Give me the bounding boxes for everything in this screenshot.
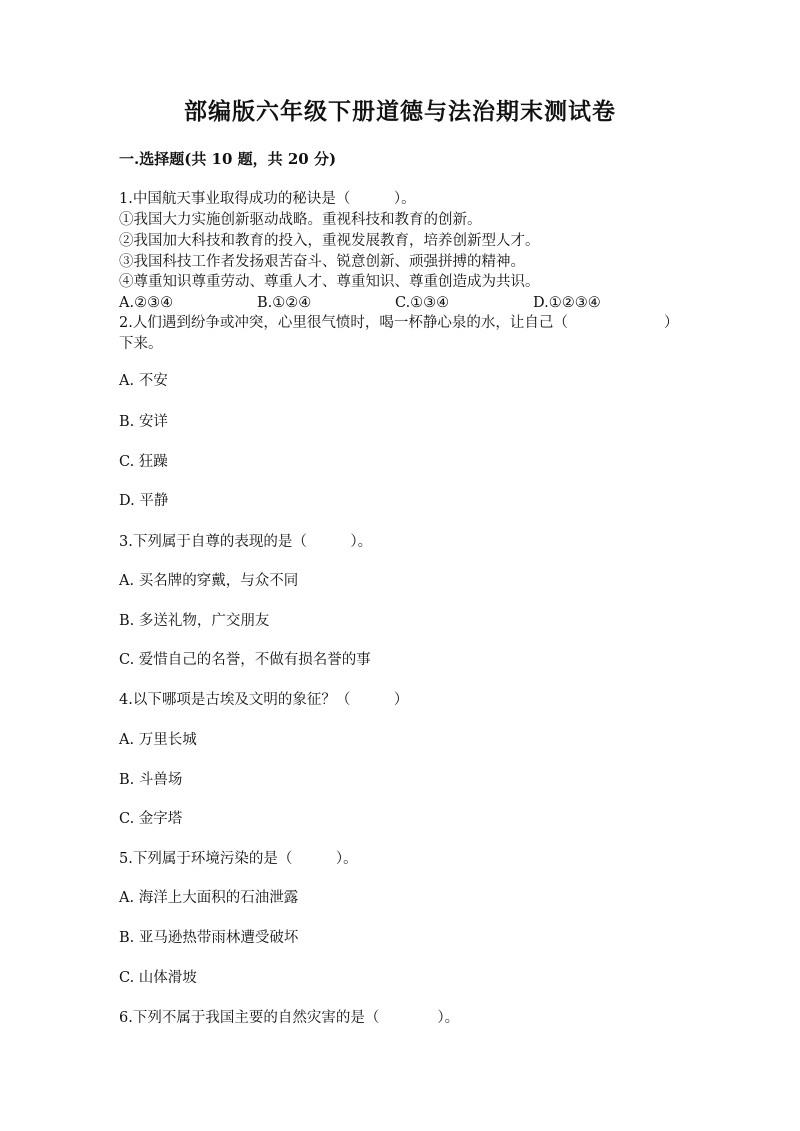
question-3-option-b: B. 多送礼物，广交朋友 (119, 613, 270, 629)
question-6-stem: 6.下列不属于我国主要的自然灾害的是（ ）。 (119, 1010, 460, 1026)
question-1-item-3: ③我国科技工作者发扬艰苦奋斗、锐意创新、顽强拼搏的精神。 (119, 254, 525, 270)
question-2-option-c: C. 狂躁 (119, 454, 168, 470)
question-1-stem: 1.中国航天事业取得成功的秘诀是（ ）。 (119, 191, 416, 207)
question-5-option-c: C. 山体滑坡 (119, 970, 197, 986)
question-4-option-b: B. 斗兽场 (119, 772, 183, 788)
question-1-option-a: A.②③④ (119, 295, 174, 311)
question-1-option-d: D.①②③④ (533, 295, 601, 311)
question-5-option-a: A. 海洋上大面积的石油泄露 (119, 890, 299, 906)
section-heading: 一.选择题(共 10 题，共 20 分) (119, 150, 337, 168)
question-4-option-c: C. 金字塔 (119, 811, 183, 827)
question-1-item-4: ④尊重知识尊重劳动、尊重人才、尊重知识、尊重创造成为共识。 (119, 274, 540, 290)
question-1-option-b: B.①②④ (257, 295, 312, 311)
question-2-option-a: A. 不安 (119, 373, 168, 389)
question-1-item-2: ②我国加大科技和教育的投入，重视发展教育，培养创新型人才。 (119, 233, 540, 249)
question-3-option-c: C. 爱惜自己的名誉，不做有损名誉的事 (119, 652, 371, 668)
question-4-option-a: A. 万里长城 (119, 732, 197, 748)
question-3-option-a: A. 买名牌的穿戴，与众不同 (119, 573, 299, 589)
question-3-stem: 3.下列属于自尊的表现的是（ ）。 (119, 534, 373, 550)
question-1-option-c: C.①③④ (395, 295, 450, 311)
question-1-options (119, 293, 679, 313)
question-2-option-b: B. 安详 (119, 414, 168, 430)
question-1-item-1: ①我国大力实施创新驱动战略。重视科技和教育的创新。 (119, 212, 482, 228)
question-2-stem-paren: ） (664, 315, 679, 331)
question-2-stem-text: 2.人们遇到纷争或冲突，心里很气愤时，喝一杯静心泉的水，让自己（ (119, 315, 568, 331)
question-2-option-d: D. 平静 (119, 493, 169, 509)
question-5-option-b: B. 亚马逊热带雨林遭受破坏 (119, 930, 299, 946)
question-5-stem: 5.下列属于环境污染的是（ ）。 (119, 851, 358, 867)
page-title: 部编版六年级下册道德与法治期末测试卷 (184, 98, 616, 125)
question-2-stem-line-2: 下来。 (119, 336, 163, 352)
question-4-stem: 4.以下哪项是古埃及文明的象征？（ ） (119, 692, 409, 708)
